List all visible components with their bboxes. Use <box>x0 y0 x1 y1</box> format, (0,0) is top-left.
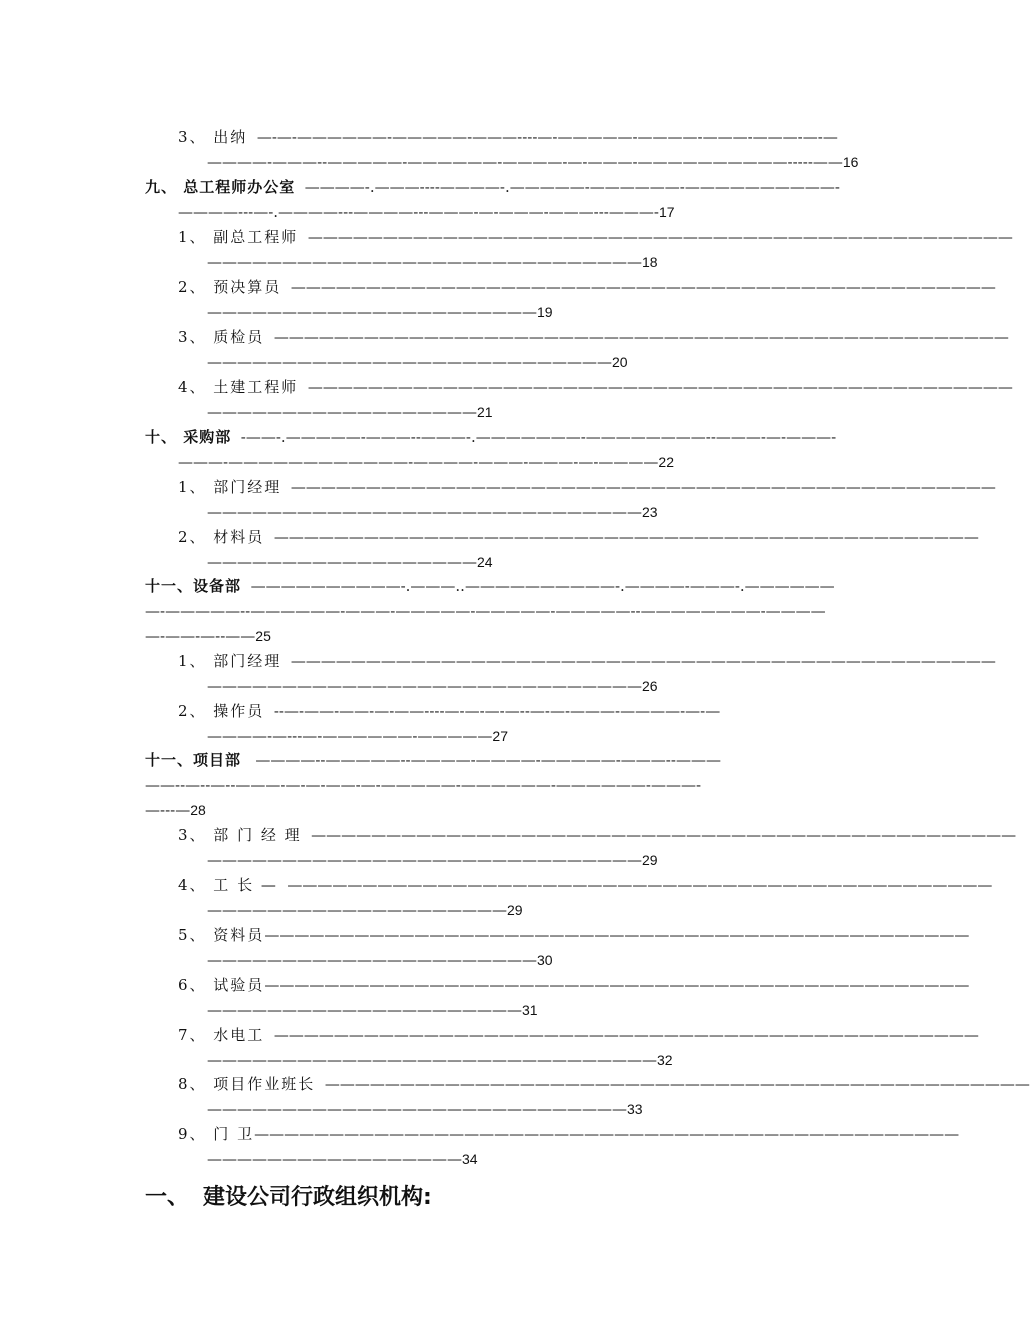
toc-leader: ——————————————————————————————————————————————— <box>264 976 970 994</box>
toc-leader: ————————————————————————————————————————————————— <box>269 328 1009 346</box>
toc-leader: —-——-—--—— <box>145 627 256 645</box>
toc-leader: —————————————————— <box>207 553 477 571</box>
toc-leader: ———————————————————— <box>207 901 507 919</box>
toc-entry-label: 5、 资料员 <box>178 926 265 944</box>
toc-page-number: 20 <box>612 354 628 370</box>
toc-leader: ————-———--—————-——————-————-—-———-——————————-----—— <box>207 153 843 171</box>
toc-leader: ——————————————————————————————————————————————— <box>286 278 996 296</box>
toc-leader: —————————————————————————————— <box>207 1051 657 1069</box>
toc-leader: —---— <box>145 801 191 819</box>
toc-entry-label: 6、 试验员 <box>178 976 265 994</box>
toc-leader: ——————————————————————————————————————————————— <box>320 1075 1030 1093</box>
toc-page-number: 23 <box>642 504 658 520</box>
toc-chapter-label: 十一、设备部 <box>145 577 242 595</box>
toc-leader: —————————————————————— <box>207 303 537 321</box>
toc-entry-label: 9、 门 卫 <box>178 1125 255 1143</box>
toc-leader: ——————————————————————————— <box>207 353 612 371</box>
toc-leader: ————---—-.————---————---———-—-———-———---———- <box>178 203 659 221</box>
toc-leader: ————————————————— <box>207 1150 462 1168</box>
toc-page-number: 30 <box>537 952 553 968</box>
toc-page-number: 32 <box>657 1052 673 1068</box>
toc-leader: ——————————————————————————————————————————————— <box>269 528 979 546</box>
toc-page-number: 17 <box>658 204 675 220</box>
toc-entry-label: 2、 预决算员 <box>178 278 282 296</box>
toc-entry-label: 2、 操作员 <box>178 702 265 720</box>
toc-entry-label: 1、 部门经理 <box>178 478 282 496</box>
toc-page-number: 26 <box>642 678 658 694</box>
toc-entry-label: 7、 水电工 <box>178 1026 265 1044</box>
toc-leader: —————————————————————— <box>207 951 537 969</box>
toc-page-number: 28 <box>190 802 206 818</box>
toc-leader: ————--—————--————-————-—————-———--——— <box>245 751 721 769</box>
section-heading-title: 建设公司行政组织机构: <box>203 1185 432 1210</box>
toc-leader: ————————————————————— <box>207 1001 522 1019</box>
toc-leader: ————————————————————————————— <box>207 851 642 869</box>
toc-page-number: 33 <box>627 1101 643 1117</box>
toc-chapter-label: 十、 采购部 <box>145 428 232 446</box>
toc-entry-label: 3、 出纳 <box>178 128 248 146</box>
toc-page-number: 25 <box>255 628 271 644</box>
toc-page-number: 29 <box>507 902 523 918</box>
section-heading-number: 一、 <box>145 1185 190 1210</box>
toc-leader: ————————————————————————————— <box>207 253 642 271</box>
toc-leader: ———-————————————-————-———-———-—-———— <box>178 453 659 471</box>
toc-page-number: 22 <box>658 454 674 470</box>
toc-leader: ——————————————————————————————————————————————— <box>269 1026 979 1044</box>
toc-leader: ——————————————————————————————————————————————— <box>306 826 1017 844</box>
toc-leader: —-—————--——————-———-—————-—————-—————--————————-———— <box>145 602 826 620</box>
toc-entry-label: 4、 土建工程师 <box>178 378 299 396</box>
toc-leader: ——————————————————————————————————————————————— <box>254 1125 960 1143</box>
toc-entry-label: 2、 材料员 <box>178 528 265 546</box>
toc-entry-label: 3、 部 门 经 理 <box>178 826 302 844</box>
toc-entry-label: 8、 项目作业班长 <box>178 1075 316 1093</box>
toc-leader: ——————————————————————————————————————————————— <box>264 926 970 944</box>
toc-leader: —————————————————— <box>207 403 477 421</box>
toc-leader: —-—-——————-—————-———----—-—————-————-———-———-—-— <box>252 128 838 146</box>
toc-leader: ——————————————————————————————————————————————— <box>303 228 1013 246</box>
toc-entry-label: 1、 部门经理 <box>178 652 282 670</box>
toc-leader: ——————————————————————————————————————————————— <box>282 876 993 894</box>
toc-leader: ————————————————————————————— <box>207 503 642 521</box>
toc-leader: ——--—--—--———-—-—-——-—-—————-——————-——————-———- <box>145 776 702 794</box>
toc-page-number: 29 <box>642 852 658 868</box>
toc-leader: ——————————————————————————————————————————————— <box>286 652 996 670</box>
toc-chapter-label: 十一、项目部 <box>145 751 242 769</box>
toc-entry-label: 3、 质检员 <box>178 328 265 346</box>
toc-page-number: 34 <box>462 1151 478 1167</box>
toc-entry-label: 1、 副总工程师 <box>178 228 299 246</box>
toc-leader: ————-—---—-——————-————— <box>207 727 493 745</box>
toc-entry-label: 4、 工 长 — <box>178 876 278 894</box>
toc-page-number: 16 <box>842 154 859 170</box>
toc-leader: ———————————————————————————— <box>207 1100 627 1118</box>
toc-leader: ————-.———----————-.—————-——————-——————————- <box>300 178 840 196</box>
toc-page-number: 27 <box>492 728 508 744</box>
toc-page-number: 18 <box>642 254 658 270</box>
toc-leader: ——————————-.———..——————————-.————-———-.—————— <box>245 577 835 595</box>
toc-chapter-label: 九、 总工程师办公室 <box>145 178 296 196</box>
toc-leader: -——-.—————-———--———-.———————-————————--———-—-———- <box>236 428 837 446</box>
toc-page-number: 19 <box>537 304 553 320</box>
toc-page-number: 21 <box>477 404 493 420</box>
toc-leader: ——————————————————————————————————————————————— <box>303 378 1013 396</box>
toc-leader: --—-——-——-—-——----—-—-—-—--—-—-———-————-—-— <box>269 702 721 720</box>
toc-page-number: 31 <box>522 1002 538 1018</box>
toc-leader: ————————————————————————————— <box>207 677 642 695</box>
toc-page-number: 24 <box>477 554 493 570</box>
toc-leader: ——————————————————————————————————————————————— <box>286 478 996 496</box>
section-heading <box>145 1180 432 1211</box>
